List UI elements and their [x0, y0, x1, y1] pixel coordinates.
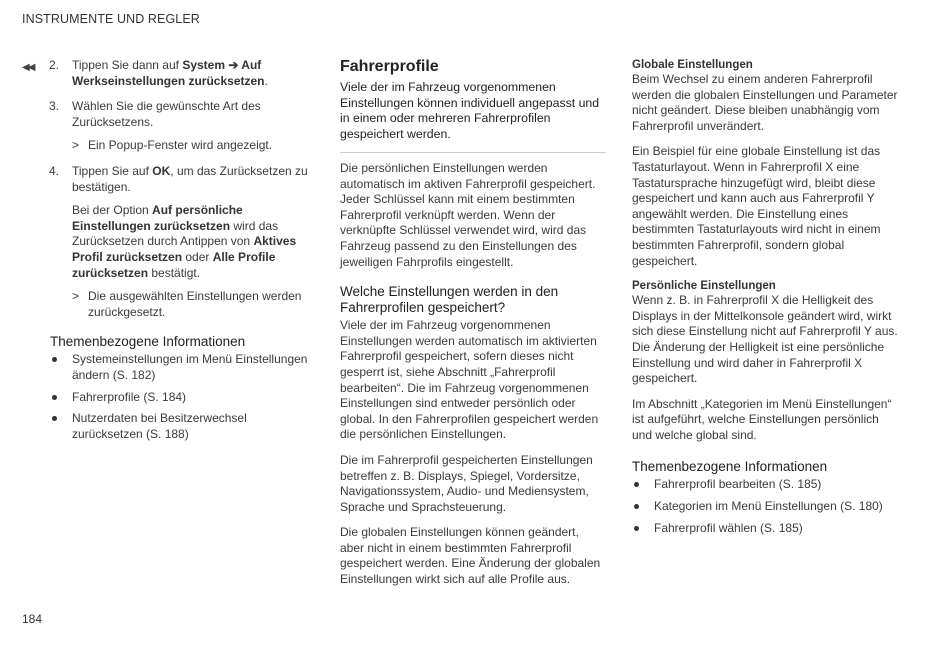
related-info-heading: Themenbezogene Informationen	[632, 459, 828, 475]
step-text	[72, 164, 312, 195]
step-number: 4.	[49, 163, 60, 178]
ui-term: Auf Werkseinstellungen zurücksetzen	[72, 58, 265, 88]
subheading-personal: Persönliche Einstellungen	[632, 280, 776, 293]
paragraph: Die persönlichen Einstellungen werden automatisch im aktiven Fahrerprofil gespeichert. Jeder Schlüssel kann mit einem bestimmten Fahrerprofil verknüpft werden. Wenn der verknüpfte Schlüssel verwendet wird, wird das Fahrzeug passend zu den Einstellungen des jeweiligen Fahrprofils eingestellt.	[340, 161, 596, 269]
subheading: Welche Einstellungen werden in den Fahrerprofilen gespeichert?	[340, 284, 559, 316]
step-note	[72, 203, 312, 281]
related-link[interactable]	[50, 352, 312, 383]
text-run: , um das Zurücksetzen zu bestätigen.	[72, 163, 308, 194]
related-link-text: Fahrerprofile (S. 184)	[72, 389, 187, 404]
text-run: Tippen Sie dann auf	[72, 58, 183, 72]
double-chevron-left-icon[interactable]: ◀◀	[22, 62, 34, 73]
related-link[interactable]	[50, 390, 312, 406]
step-number: 3.	[49, 99, 60, 114]
left-column	[22, 58, 312, 448]
bullet-icon	[634, 526, 639, 531]
text-run: Tippen Sie auf	[72, 163, 153, 178]
arrow-right-icon: ➔	[225, 58, 242, 72]
text-run: .	[264, 73, 268, 88]
result-text: Ein Popup-Fenster wird angezeigt.	[88, 138, 273, 153]
ui-term: Auf persönliche Einstellungen zurücksetzen	[72, 203, 243, 233]
text-run: Bei der Option	[72, 203, 153, 218]
bullet-icon	[52, 395, 57, 400]
step-text: Wählen Sie die gewünschte Art des Zurücksetzens.	[72, 99, 261, 129]
paragraph: Die im Fahrerprofil gespeicherten Einstellungen betreffen z. B. Displays, Spiegel, Vordersitze, Navigationssystem, Audio- und Mediensystem, Sprache und Sprachsteuerung.	[340, 452, 593, 514]
divider	[340, 152, 606, 153]
ui-term: System	[182, 58, 226, 72]
related-link[interactable]	[632, 499, 900, 515]
bullet-icon	[634, 504, 639, 509]
article-lead: Viele der im Fahrzeug vorgenommenen Einstellungen können individuell angepasst und in einem oder mehreren Fahrerprofilen gespeichert werden.	[340, 80, 600, 141]
ui-term: Aktives Profil zurücksetzen	[72, 234, 297, 264]
step-3	[22, 99, 312, 154]
bullet-icon	[52, 357, 57, 362]
paragraph: Viele der im Fahrzeug vorgenommenen Einstellungen werden automatisch im aktivierten Fahrerprofil gespeichert, sofern dieses nicht gesperrt ist, siehe Abschnitt „Fahrerprofil bearbeiten“. Die im Fahrzeug vorgenommenen Einstellungen sind entweder persönlich oder global. In den Fahrerprofilen gespeichert werden die persönlichen Einstellungen.	[340, 318, 599, 442]
paragraph: Im Abschnitt „Kategorien im Menü Einstellungen“ ist aufgeführt, welche Einstellungen persönlich und welche global sind.	[632, 396, 892, 442]
ui-term: Alle Profile zurücksetzen	[72, 249, 276, 280]
related-link-text: Nutzerdaten bei Besitzerwechsel zurücksetzen (S. 188)	[72, 411, 247, 441]
article-title: Fahrerprofile	[340, 58, 439, 75]
related-link[interactable]	[50, 411, 312, 442]
related-link[interactable]	[632, 521, 900, 537]
text-run: wird das Zurücksetzen durch Antippen von	[72, 218, 279, 249]
related-info-heading: Themenbezogene Informationen	[50, 334, 246, 350]
step-2	[22, 58, 312, 89]
right-column	[632, 58, 900, 542]
step-result	[72, 138, 312, 154]
bullet-icon	[634, 482, 639, 487]
text-run: bestätigt.	[148, 265, 201, 280]
middle-column	[340, 58, 606, 598]
result-marker: >	[72, 289, 80, 304]
step-text	[72, 58, 312, 89]
result-text: Die ausgewählten Einstellungen werden zurückgesetzt.	[88, 289, 302, 319]
step-result	[72, 289, 312, 320]
step-number: 2.	[49, 58, 60, 72]
related-info-list	[632, 477, 900, 536]
related-link-text: Kategorien im Menü Einstellungen (S. 180)	[654, 499, 883, 514]
related-link-text: Fahrerprofil wählen (S. 185)	[654, 520, 803, 535]
subheading-global: Globale Einstellungen	[632, 59, 753, 71]
paragraph: Ein Beispiel für eine globale Einstellung ist das Tastaturlayout. Wenn in Fahrerprofil X eine Tastatursprache hinzugefügt wird, bleibt diese gespeichert und kann auch aus Fahrerprofil Y angewählt werden. Die Einstellung eines bestimmten Tastaturlayouts wird nicht in einem bestimmten Fahrerprofil, sondern global gespeichert.	[632, 144, 881, 268]
related-info-list	[22, 352, 312, 442]
section-header: INSTRUMENTE UND REGLER	[22, 12, 200, 26]
related-link-text: Systemeinstellungen im Menü Einstellungen ändern (S. 182)	[72, 352, 308, 382]
text-run: oder	[182, 249, 213, 264]
paragraph: Beim Wechsel zu einem anderen Fahrerprofil werden die globalen Einstellungen und Parameter nicht geändert. Diese bleiben unabhängig vom Fahrerprofil unverändert.	[632, 72, 898, 133]
related-link-text: Fahrerprofil bearbeiten (S. 185)	[654, 477, 822, 492]
bullet-icon	[52, 416, 57, 421]
related-link[interactable]	[632, 477, 900, 493]
result-marker: >	[72, 138, 80, 153]
paragraph: Die globalen Einstellungen können geändert, aber nicht in einem bestimmten Fahrerprofil gespeichert werden. Eine Änderung der globalen Einstellungen wirkt sich auf alle Profile aus.	[340, 525, 601, 587]
ui-term: OK	[152, 163, 171, 178]
paragraph: Wenn z. B. in Fahrerprofil X die Helligkeit des Displays in der Mittelkonsole geändert wird, wirkt sich diese Einstellung nicht auf Fahrerprofil Y aus. Die Änderung der Helligkeit ist eine persönliche Einstellung und wird daher in Fahrerprofil X gespeichert.	[632, 293, 898, 386]
page-number: 184	[22, 612, 43, 626]
step-4	[22, 164, 312, 320]
